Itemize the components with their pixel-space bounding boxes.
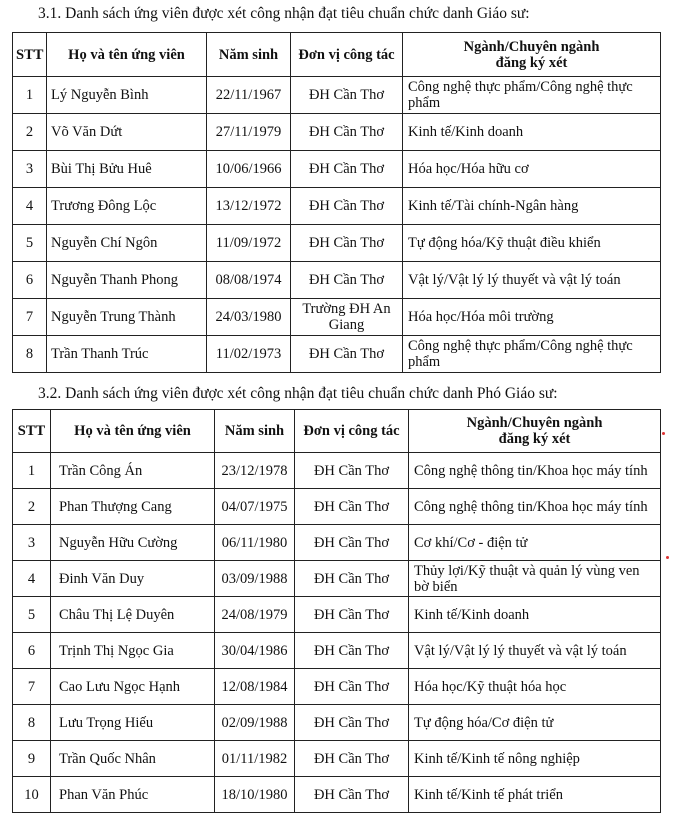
row-unit: Trường ĐH An Giang — [291, 299, 403, 336]
header-stt: STT — [13, 33, 47, 77]
table-row — [13, 336, 661, 373]
row-unit: ĐH Cần Thơ — [295, 453, 409, 489]
row-name: Nguyễn Chí Ngôn — [47, 225, 207, 262]
header-dob: Năm sinh — [207, 33, 291, 77]
row-field: Kinh tế/Tài chính-Ngân hàng — [403, 188, 661, 225]
row-unit: ĐH Cần Thơ — [291, 225, 403, 262]
section-2-heading: 3.2. Danh sách ứng viên được xét công nhận đạt tiêu chuẩn chức danh Phó Giáo sư: — [38, 385, 558, 402]
row-dob: 13/12/1972 — [207, 188, 291, 225]
row-stt: 10 — [13, 777, 51, 813]
row-unit: ĐH Cần Thơ — [295, 597, 409, 633]
row-stt: 5 — [13, 597, 51, 633]
row-dob: 24/03/1980 — [207, 299, 291, 336]
row-name: Lý Nguyễn Bình — [47, 77, 207, 114]
row-name: Châu Thị Lệ Duyên — [51, 597, 215, 633]
row-dob: 04/07/1975 — [215, 489, 295, 525]
red-ink-mark — [666, 556, 669, 559]
row-stt: 8 — [13, 705, 51, 741]
row-unit: ĐH Cần Thơ — [295, 777, 409, 813]
table-row — [13, 633, 661, 669]
row-dob: 03/09/1988 — [215, 561, 295, 597]
row-stt: 1 — [13, 453, 51, 489]
table-row — [13, 188, 661, 225]
row-field: Kinh tế/Kinh tế nông nghiệp — [409, 741, 661, 777]
row-unit: ĐH Cần Thơ — [291, 188, 403, 225]
row-stt: 5 — [13, 225, 47, 262]
row-stt: 1 — [13, 77, 47, 114]
row-name: Bùi Thị Bửu Huê — [47, 151, 207, 188]
row-unit: ĐH Cần Thơ — [291, 114, 403, 151]
row-stt: 7 — [13, 299, 47, 336]
table-row — [13, 114, 661, 151]
table-row — [13, 262, 661, 299]
row-unit: ĐH Cần Thơ — [291, 262, 403, 299]
row-name: Lưu Trọng Hiếu — [51, 705, 215, 741]
row-dob: 18/10/1980 — [215, 777, 295, 813]
row-dob: 12/08/1984 — [215, 669, 295, 705]
table-row — [13, 705, 661, 741]
row-stt: 4 — [13, 188, 47, 225]
row-dob: 08/08/1974 — [207, 262, 291, 299]
row-name: Cao Lưu Ngọc Hạnh — [51, 669, 215, 705]
row-dob: 10/06/1966 — [207, 151, 291, 188]
row-name: Đinh Văn Duy — [51, 561, 215, 597]
row-name: Phan Văn Phúc — [51, 777, 215, 813]
row-name: Nguyễn Hữu Cường — [51, 525, 215, 561]
row-name: Phan Thượng Cang — [51, 489, 215, 525]
row-stt: 7 — [13, 669, 51, 705]
table-row — [13, 453, 661, 489]
row-field: Cơ khí/Cơ - điện tử — [409, 525, 661, 561]
header-field: Ngành/Chuyên ngành đăng ký xét — [403, 33, 661, 77]
row-unit: ĐH Cần Thơ — [295, 561, 409, 597]
row-field: Kinh tế/Kinh tế phát triển — [409, 777, 661, 813]
row-stt: 2 — [13, 114, 47, 151]
header-unit: Đơn vị công tác — [291, 33, 403, 77]
row-stt: 4 — [13, 561, 51, 597]
row-unit: ĐH Cần Thơ — [295, 741, 409, 777]
row-field: Vật lý/Vật lý lý thuyết và vật lý toán — [403, 262, 661, 299]
row-field: Vật lý/Vật lý lý thuyết và vật lý toán — [409, 633, 661, 669]
associate-professor-candidates-table — [12, 409, 661, 813]
header-unit: Đơn vị công tác — [295, 410, 409, 453]
header-name: Họ và tên ứng viên — [51, 410, 215, 453]
row-field: Công nghệ thực phẩm/Công nghệ thực phẩm — [403, 77, 661, 114]
row-name: Trịnh Thị Ngọc Gia — [51, 633, 215, 669]
row-stt: 6 — [13, 633, 51, 669]
table-row — [13, 561, 661, 597]
row-unit: ĐH Cần Thơ — [291, 77, 403, 114]
header-name: Họ và tên ứng viên — [47, 33, 207, 77]
row-name: Võ Văn Dứt — [47, 114, 207, 151]
row-dob: 22/11/1967 — [207, 77, 291, 114]
row-name: Trần Thanh Trúc — [47, 336, 207, 373]
table-row — [13, 77, 661, 114]
row-stt: 2 — [13, 489, 51, 525]
row-dob: 24/08/1979 — [215, 597, 295, 633]
red-ink-mark — [662, 432, 665, 435]
row-field: Kinh tế/Kinh doanh — [409, 597, 661, 633]
row-stt: 8 — [13, 336, 47, 373]
row-dob: 27/11/1979 — [207, 114, 291, 151]
table-row — [13, 151, 661, 188]
table-row — [13, 669, 661, 705]
table-row — [13, 597, 661, 633]
row-dob: 02/09/1988 — [215, 705, 295, 741]
row-stt: 6 — [13, 262, 47, 299]
row-stt: 9 — [13, 741, 51, 777]
row-dob: 01/11/1982 — [215, 741, 295, 777]
row-dob: 11/02/1973 — [207, 336, 291, 373]
row-dob: 23/12/1978 — [215, 453, 295, 489]
table-row — [13, 525, 661, 561]
section-1-heading: 3.1. Danh sách ứng viên được xét công nhận đạt tiêu chuẩn chức danh Giáo sư: — [38, 5, 530, 22]
row-field: Tự động hóa/Cơ điện tử — [409, 705, 661, 741]
row-field: Công nghệ thực phẩm/Công nghệ thực phẩm — [403, 336, 661, 373]
table-row — [13, 225, 661, 262]
row-unit: ĐH Cần Thơ — [295, 489, 409, 525]
row-dob: 11/09/1972 — [207, 225, 291, 262]
row-unit: ĐH Cần Thơ — [295, 525, 409, 561]
table-header-row — [13, 410, 661, 453]
row-stt: 3 — [13, 525, 51, 561]
header-field: Ngành/Chuyên ngành đăng ký xét — [409, 410, 661, 453]
row-field: Công nghệ thông tin/Khoa học máy tính — [409, 489, 661, 525]
table-row — [13, 741, 661, 777]
header-dob: Năm sinh — [215, 410, 295, 453]
row-unit: ĐH Cần Thơ — [295, 633, 409, 669]
row-field: Hóa học/Hóa hữu cơ — [403, 151, 661, 188]
row-field: Công nghệ thông tin/Khoa học máy tính — [409, 453, 661, 489]
row-dob: 06/11/1980 — [215, 525, 295, 561]
row-field: Thủy lợi/Kỹ thuật và quản lý vùng ven bờ biển — [409, 561, 661, 597]
row-field: Kinh tế/Kinh doanh — [403, 114, 661, 151]
row-unit: ĐH Cần Thơ — [291, 151, 403, 188]
row-unit: ĐH Cần Thơ — [295, 669, 409, 705]
professor-candidates-table — [12, 32, 661, 373]
row-unit: ĐH Cần Thơ — [295, 705, 409, 741]
table-row — [13, 489, 661, 525]
header-stt: STT — [13, 410, 51, 453]
row-field: Tự động hóa/Kỹ thuật điều khiển — [403, 225, 661, 262]
table-row — [13, 299, 661, 336]
row-name: Nguyễn Trung Thành — [47, 299, 207, 336]
row-dob: 30/04/1986 — [215, 633, 295, 669]
row-name: Trương Đông Lộc — [47, 188, 207, 225]
row-field: Hóa học/Hóa môi trường — [403, 299, 661, 336]
table-header-row — [13, 33, 661, 77]
row-name: Nguyễn Thanh Phong — [47, 262, 207, 299]
row-name: Trần Công Án — [51, 453, 215, 489]
row-name: Trần Quốc Nhân — [51, 741, 215, 777]
row-field: Hóa học/Kỹ thuật hóa học — [409, 669, 661, 705]
row-stt: 3 — [13, 151, 47, 188]
row-unit: ĐH Cần Thơ — [291, 336, 403, 373]
table-row — [13, 777, 661, 813]
